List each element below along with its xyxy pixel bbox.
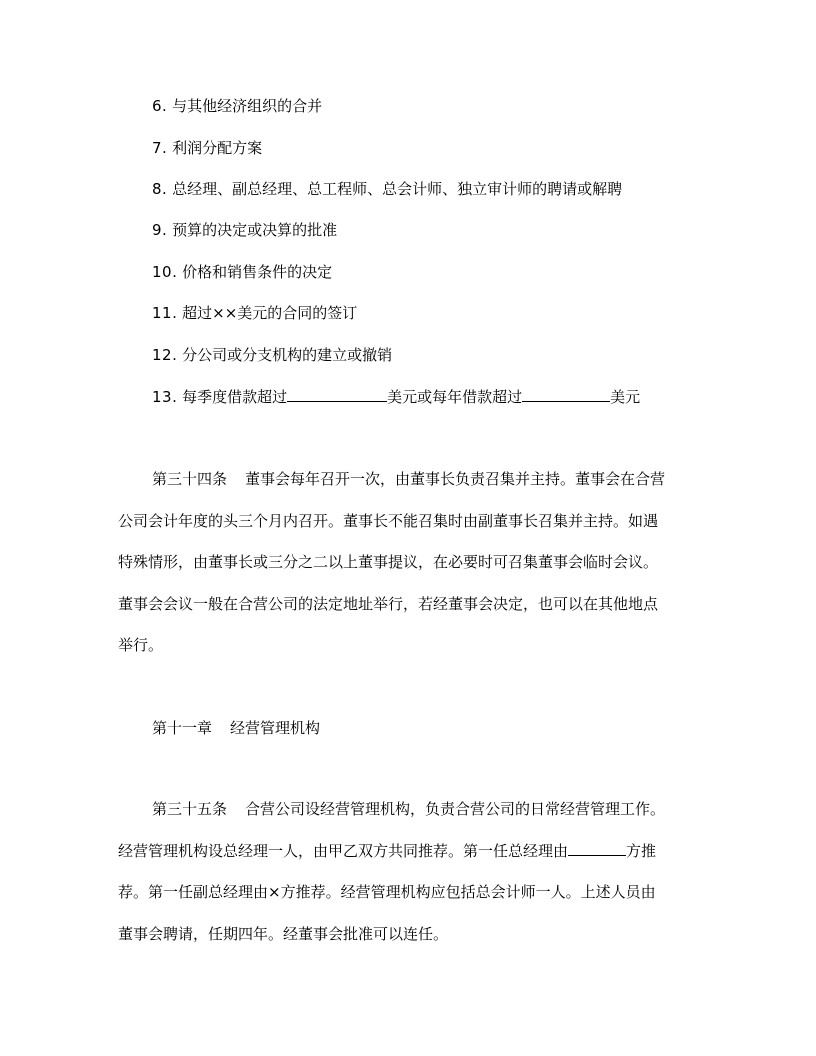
list-text: 与其他经济组织的合并 <box>172 97 323 115</box>
list-number: 6. <box>152 97 168 115</box>
list-item <box>152 345 392 365</box>
list-number: 12. <box>152 346 178 364</box>
paragraph-line: 荐。第一任副总经理由×方推荐。经营管理机构应包括总会计师一人。上述人员由 <box>118 883 656 901</box>
article-label: 第三十五条 <box>152 800 228 818</box>
list-text: 预算的决定或决算的批准 <box>172 221 338 239</box>
paragraph-line: 举行。 <box>118 636 164 654</box>
paragraph-line: 公司会计年度的头三个月内召开。董事长不能召集时由副董事长召集并主持。如遇 <box>118 511 659 530</box>
list-number: 8. <box>152 180 168 198</box>
list-text: 分公司或分支机构的建立或撤销 <box>182 346 393 364</box>
list-text: 每季度借款超过 <box>182 388 288 406</box>
chapter-heading <box>152 718 320 738</box>
list-number: 13. <box>152 388 178 406</box>
paragraph-line: 第三十四条 董事会每年召开一次，由董事长负责召集并主持。董事会在合营 <box>152 470 666 488</box>
list-item <box>152 138 262 158</box>
chapter-label: 第十一章 <box>152 719 213 737</box>
list-item <box>152 303 357 323</box>
list-text: 美元或每年借款超过 <box>387 388 523 406</box>
paragraph-line: 经营管理机构设总经理一人，由甲乙双方共同推荐。第一任总经理由 方推 <box>118 841 657 860</box>
fill-in-blank <box>568 840 626 856</box>
list-item <box>152 386 640 407</box>
list-number: 10. <box>152 263 178 281</box>
paragraph-line: 董事会聘请，任期四年。经董事会批准可以连任。 <box>118 924 449 943</box>
article-35-paragraph <box>118 789 698 955</box>
paragraph-line: 特殊情形，由董事长或三分之二以上董事提议，在必要时可召集董事会临时会议。 <box>118 553 659 571</box>
chapter-title: 经营管理机构 <box>230 719 321 737</box>
fill-in-blank <box>287 386 387 402</box>
list-number: 11. <box>152 304 178 322</box>
list-item <box>152 96 322 116</box>
list-text: 美元 <box>610 388 641 406</box>
list-number: 9. <box>152 221 168 239</box>
fill-in-blank <box>522 386 610 402</box>
list-item <box>152 220 337 240</box>
list-text: 利润分配方案 <box>172 139 263 157</box>
paragraph-line: 第三十五条 合营公司设经营管理机构，负责合营公司的日常经营管理工作。 <box>152 800 666 818</box>
paragraph-line: 董事会会议一般在合营公司的法定地址举行，若经董事会决定，也可以在其他地点 <box>118 594 659 613</box>
list-text: 价格和销售条件的决定 <box>182 263 333 281</box>
list-item <box>152 262 332 282</box>
article-34-paragraph <box>118 459 698 667</box>
list-text: 超过××美元的合同的签订 <box>182 304 358 322</box>
article-label: 第三十四条 <box>152 470 228 488</box>
list-text: 总经理、副总经理、总工程师、总会计师、独立审计师的聘请或解聘 <box>172 180 623 198</box>
list-item <box>152 179 622 199</box>
list-number: 7. <box>152 139 168 157</box>
